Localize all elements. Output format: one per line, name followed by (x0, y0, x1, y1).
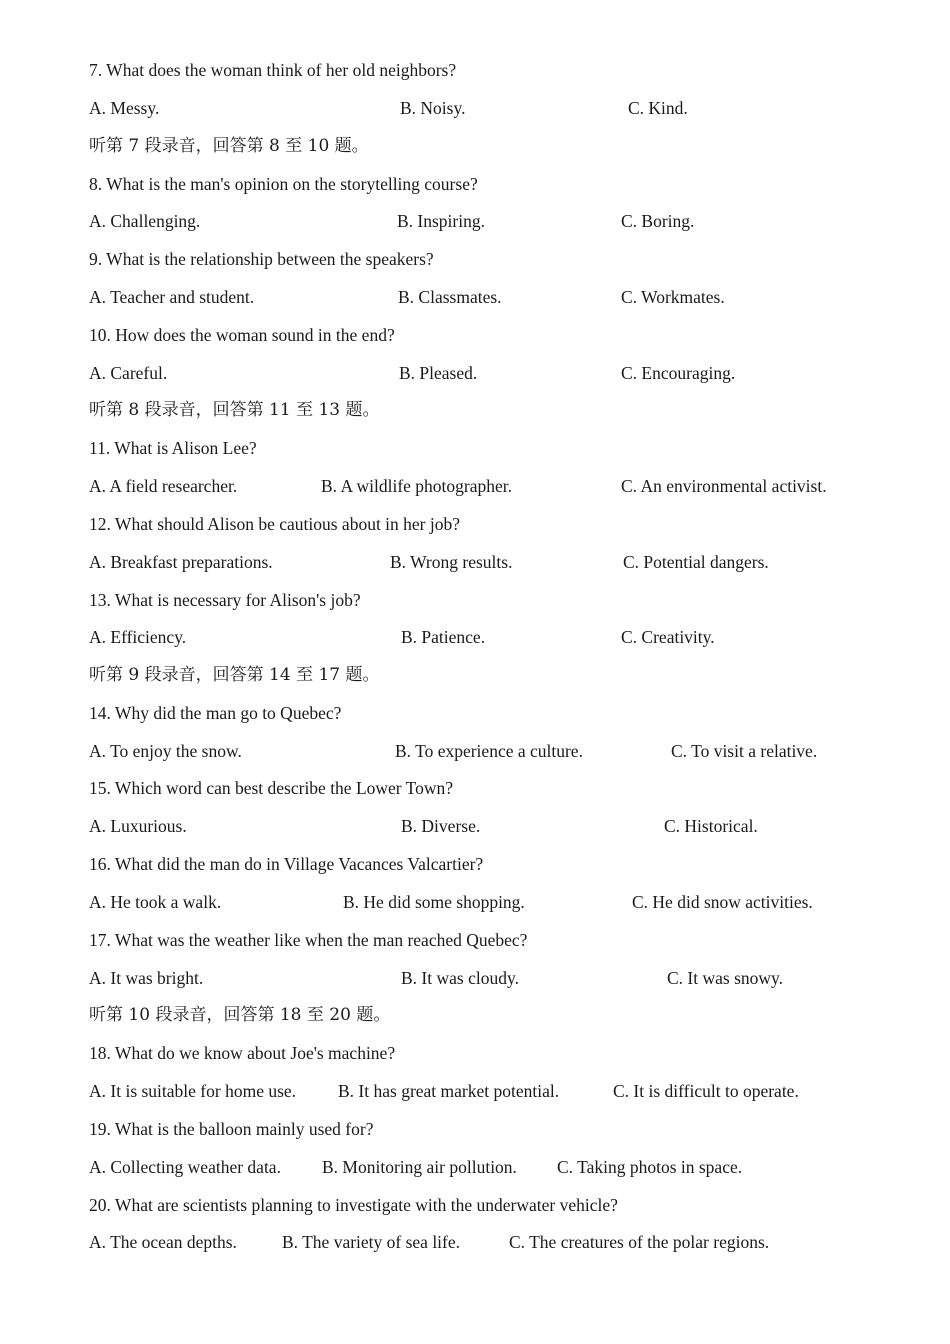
option-a: A. Luxurious. (89, 816, 187, 836)
option-a: A. Teacher and student. (89, 287, 255, 307)
option-b: B. Monitoring air pollution. (322, 1157, 517, 1177)
question-text (0, 700, 950, 726)
answer-options-row (0, 1078, 950, 1104)
option-c: C. Encouraging. (621, 363, 736, 383)
question-label: 15. Which word can best describe the Lower Town? (89, 778, 454, 798)
section-instruction-label: 听第 10 段录音，回答第 18 至 20 题。 (89, 1005, 391, 1025)
answer-options-row (0, 360, 950, 386)
answer-options-row (0, 549, 950, 575)
option-c: C. He did snow activities. (632, 892, 813, 912)
answer-options-row (0, 284, 950, 310)
option-a: A. It is suitable for home use. (89, 1081, 297, 1101)
question-text (0, 1192, 950, 1218)
option-c: C. Boring. (621, 211, 695, 231)
question-label: 16. What did the man do in Village Vacances Valcartier? (89, 854, 484, 874)
answer-options-row (0, 624, 950, 650)
section-instruction (0, 662, 950, 688)
question-label: 10. How does the woman sound in the end? (89, 325, 395, 345)
option-c: C. The creatures of the polar regions. (509, 1232, 770, 1252)
question-label: 12. What should Alison be cautious about in her job? (89, 514, 461, 534)
option-a: A. Efficiency. (89, 627, 187, 647)
option-a: A. The ocean depths. (89, 1232, 237, 1252)
option-c: C. Creativity. (621, 627, 715, 647)
question-text (0, 322, 950, 348)
option-b: B. Diverse. (401, 816, 481, 836)
question-label: 8. What is the man's opinion on the storytelling course? (89, 174, 478, 194)
option-a: A. Collecting weather data. (89, 1157, 281, 1177)
section-instruction-label: 听第 7 段录音，回答第 8 至 10 题。 (89, 136, 369, 156)
answer-options-row (0, 1154, 950, 1180)
option-a: A. It was bright. (89, 968, 204, 988)
option-a: A. Breakfast preparations. (89, 552, 273, 572)
question-text (0, 435, 950, 461)
option-b: B. To experience a culture. (395, 741, 583, 761)
question-label: 14. Why did the man go to Quebec? (89, 703, 342, 723)
question-text (0, 511, 950, 537)
question-label: 18. What do we know about Joe's machine? (89, 1043, 396, 1063)
question-label: 17. What was the weather like when the man reached Quebec? (89, 930, 528, 950)
question-text (0, 927, 950, 953)
option-a: A. To enjoy the snow. (89, 741, 242, 761)
answer-options-row (0, 1229, 950, 1255)
answer-options-row (0, 738, 950, 764)
option-c: C. Potential dangers. (623, 552, 769, 572)
option-c: C. Workmates. (621, 287, 725, 307)
question-text (0, 246, 950, 272)
option-c: C. Kind. (628, 98, 688, 118)
section-instruction (0, 133, 950, 159)
answer-options-row (0, 813, 950, 839)
section-instruction (0, 397, 950, 423)
question-text (0, 171, 950, 197)
option-b: B. Inspiring. (397, 211, 485, 231)
option-b: B. Noisy. (400, 98, 466, 118)
section-instruction (0, 1002, 950, 1028)
section-instruction-label: 听第 9 段录音，回答第 14 至 17 题。 (89, 665, 380, 685)
answer-options-row (0, 208, 950, 234)
option-c: C. To visit a relative. (671, 741, 818, 761)
option-c: C. Taking photos in space. (557, 1157, 743, 1177)
option-a: A. A field researcher. (89, 476, 238, 496)
answer-options-row (0, 473, 950, 499)
option-c: C. It is difficult to operate. (613, 1081, 799, 1101)
question-label: 20. What are scientists planning to investigate with the underwater vehicle? (89, 1195, 618, 1215)
option-b: B. The variety of sea life. (282, 1232, 461, 1252)
option-a: A. Challenging. (89, 211, 201, 231)
option-a: A. Messy. (89, 98, 160, 118)
option-b: B. Wrong results. (390, 552, 513, 572)
answer-options-row (0, 95, 950, 121)
question-label: 19. What is the balloon mainly used for? (89, 1119, 374, 1139)
option-b: B. A wildlife photographer. (321, 476, 513, 496)
option-c: C. An environmental activist. (621, 476, 827, 496)
option-a: A. Careful. (89, 363, 168, 383)
option-b: B. It was cloudy. (401, 968, 519, 988)
option-b: B. He did some shopping. (343, 892, 525, 912)
option-a: A. He took a walk. (89, 892, 222, 912)
option-c: C. Historical. (664, 816, 758, 836)
question-text (0, 775, 950, 801)
option-b: B. Pleased. (399, 363, 478, 383)
question-label: 13. What is necessary for Alison's job? (89, 590, 361, 610)
question-text (0, 851, 950, 877)
option-b: B. Patience. (401, 627, 486, 647)
question-label: 11. What is Alison Lee? (89, 438, 257, 458)
option-b: B. It has great market potential. (338, 1081, 560, 1101)
answer-options-row (0, 889, 950, 915)
section-instruction-label: 听第 8 段录音，回答第 11 至 13 题。 (89, 400, 380, 420)
question-text (0, 57, 950, 83)
option-b: B. Classmates. (398, 287, 502, 307)
answer-options-row (0, 965, 950, 991)
question-text (0, 1116, 950, 1142)
question-label: 7. What does the woman think of her old neighbors? (89, 60, 457, 80)
question-label: 9. What is the relationship between the speakers? (89, 249, 434, 269)
question-text (0, 1040, 950, 1066)
option-c: C. It was snowy. (667, 968, 784, 988)
question-text (0, 587, 950, 613)
